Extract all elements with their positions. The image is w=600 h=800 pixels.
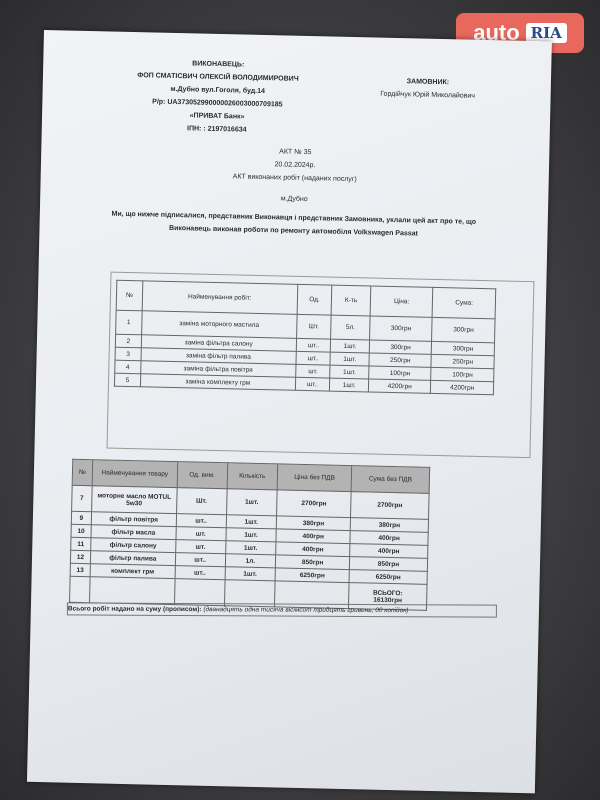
cell: 1шт.	[225, 528, 276, 542]
cell: 5л.	[331, 315, 370, 340]
cell: фільтр палива	[90, 551, 175, 566]
cell: шт..	[296, 338, 331, 352]
cell: 7	[72, 485, 92, 511]
cell: 1шт.	[226, 489, 277, 516]
goods-table	[67, 459, 430, 614]
customer-heading: ЗАМОВНИК:	[406, 78, 450, 87]
cell: 300грн	[369, 340, 432, 354]
works-table	[114, 280, 496, 396]
summary-label: Всього робіт надано на суму (прописом):	[67, 605, 202, 614]
cell: 300грн	[432, 317, 495, 342]
cell: 1шт.	[331, 339, 370, 353]
cell: шт.	[176, 527, 226, 541]
cell: 1шт.	[330, 365, 369, 379]
cell: 2700грн	[277, 490, 351, 518]
cell: 2	[115, 334, 141, 348]
cell: 11	[71, 537, 91, 550]
goods-header: Кількість	[227, 463, 278, 490]
contractor-ipn: ІПН: : 2197016634	[186, 125, 247, 134]
cell: 250грн	[431, 354, 494, 368]
cell: фільтр масла	[91, 525, 176, 540]
cell: 250грн	[369, 353, 432, 367]
cell: 12	[70, 550, 90, 563]
cell: моторне масло MOTUL 5w30	[91, 486, 177, 514]
cell: 400грн	[350, 544, 428, 559]
cell: 10	[71, 524, 91, 537]
cell: заміна моторного мастила	[141, 311, 297, 339]
contractor-bank: «ПРИВАТ Банк»	[189, 112, 245, 121]
cell: 400грн	[276, 542, 350, 557]
goods-header: Сума без ПДВ	[351, 466, 429, 494]
act-header	[39, 140, 549, 244]
cell: 4200грн	[368, 379, 431, 393]
cell: 100грн	[431, 367, 494, 381]
cell: 13	[70, 563, 90, 576]
cell: 1шт.	[330, 352, 369, 366]
document-paper	[27, 30, 552, 793]
goods-header: №	[72, 459, 92, 485]
act-intro-line1: Ми, що нижче підписалися, представник Виконавця і представник Замовника, уклали цей акт про те, що	[111, 210, 477, 226]
works-header: К-ть	[332, 285, 371, 316]
cell: 380грн	[276, 516, 350, 531]
cell: 380грн	[350, 518, 428, 533]
cell: 850грн	[276, 555, 350, 570]
cell: заміна фільтр палива	[141, 348, 296, 365]
act-number: АКТ № 35	[279, 148, 312, 157]
works-header: №	[116, 280, 142, 311]
total-value: 16130грн	[373, 596, 403, 604]
cell: 300грн	[369, 316, 432, 341]
cell: 1шт.	[225, 541, 276, 555]
cell: шт..	[295, 377, 330, 391]
cell: 1л.	[225, 554, 276, 568]
works-header: Ціна:	[370, 286, 433, 317]
cell: 4	[115, 360, 141, 374]
cell: 300грн	[432, 341, 495, 355]
cell: шт.	[295, 364, 330, 378]
cell: Шт.	[176, 488, 226, 515]
cell: шт..	[175, 553, 225, 567]
cell: заміна фільтра повітря	[141, 361, 296, 378]
cell: шт..	[176, 514, 226, 528]
contractor-account: Р/р: UA373052990000026003000709185	[152, 98, 283, 109]
cell: 3	[115, 347, 141, 361]
cell: 4200грн	[431, 380, 494, 394]
cell: 1	[116, 310, 142, 335]
cell: комплект грм	[90, 564, 175, 579]
cell: 6250грн	[275, 568, 349, 583]
cell: 9	[71, 511, 91, 524]
cell: фільтр повітря	[91, 512, 176, 527]
cell: 2700грн	[351, 492, 429, 520]
cell: шт..	[296, 351, 331, 365]
customer-name: Гордійчук Юрій Миколайович	[380, 90, 476, 100]
contractor-address: м.Дубно вул.Гоголя, буд.14	[170, 85, 266, 96]
goods-header: Найменування товару	[92, 460, 178, 488]
summary-words: (дванадцять одна тисяча вісімсот тридцять гривень, 00 копійок)	[203, 606, 409, 615]
cell: 100грн	[369, 366, 432, 380]
watermark-auto: auto	[473, 20, 520, 45]
works-header: Сума:	[433, 287, 496, 318]
works-header: Найменування робіт:	[142, 281, 298, 315]
cell: 1шт.	[225, 567, 276, 581]
cell: 1шт.	[330, 378, 369, 392]
act-date: 20.02.2024р.	[274, 161, 316, 170]
cell: заміна фільтра салону	[141, 335, 296, 352]
act-title: АКТ виконаних робіт (наданих послуг)	[232, 173, 357, 184]
cell: 400грн	[276, 529, 350, 544]
cell: Шт.	[296, 314, 331, 339]
watermark-ria: RIA	[526, 23, 567, 43]
cell: 6250грн	[349, 570, 427, 585]
cell: 1шт.	[226, 515, 277, 529]
contractor-block	[117, 56, 319, 139]
act-city: м.Дубно	[280, 195, 308, 204]
works-header: Од.	[297, 284, 332, 315]
cell: шт..	[175, 566, 225, 580]
goods-header: Од. вим.	[177, 462, 227, 489]
contractor-heading: ВИКОНАВЕЦЬ:	[192, 60, 245, 69]
cell: шт.	[175, 540, 225, 554]
cell: заміна комплекту грм	[140, 374, 295, 391]
cell: 5	[114, 373, 140, 387]
cell: фільтр салону	[91, 538, 176, 553]
cell: 400грн	[350, 531, 428, 546]
contractor-name: ФОП СМАТІСВИЧ ОЛЕКСІЙ ВОЛОДИМИРОВИЧ	[137, 72, 299, 83]
customer-block	[362, 74, 493, 103]
summary-line	[67, 602, 497, 617]
cell: 850грн	[349, 557, 427, 572]
goods-header: Ціна без ПДВ	[277, 464, 351, 492]
total-label: ВСЬОГО:	[372, 589, 403, 597]
act-intro-line2: Виконавець виконав роботи по ремонту автомобіля Volkswagen Passat	[168, 224, 418, 238]
